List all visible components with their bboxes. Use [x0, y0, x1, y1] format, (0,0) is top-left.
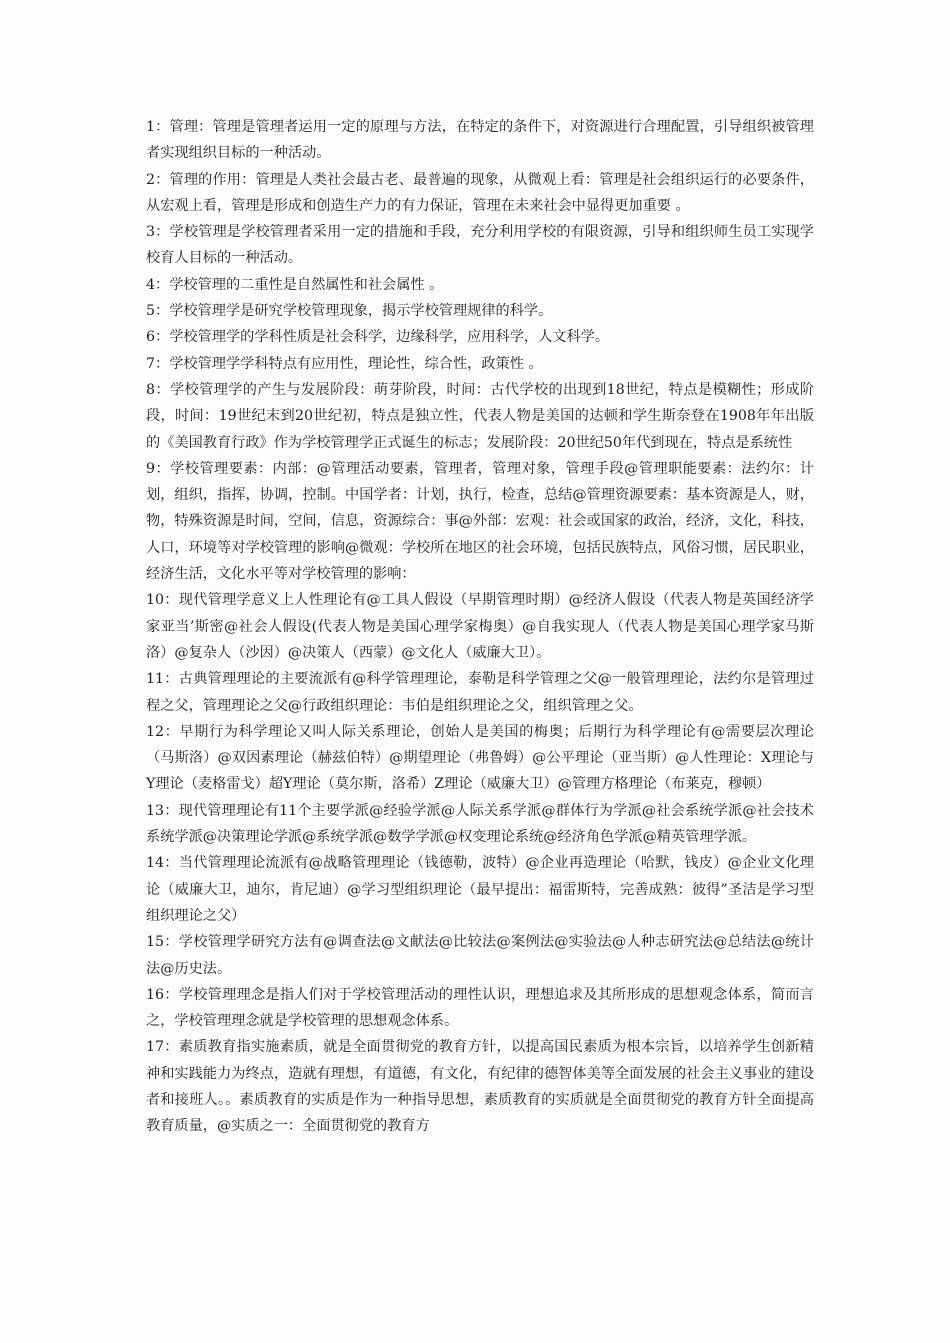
paragraph-3: 3：学校管理是学校管理者采用一定的措施和手段，充分利用学校的有限资源，引导和组织师生员工实现学校育人目标的一种活动。	[146, 224, 814, 267]
paragraph-11: 11：古典管理理论的主要流派有@科学管理理论，泰勒是科学管理之父@一般管理理论，法约尔是管理过程之父，管理理论之父@行政组织理论：韦伯是组织理论之父，组织管理之父。	[146, 671, 814, 714]
paragraph-13: 13：现代管理理论有11个主要学派@经验学派@人际关系学派@群体行为学派@社会系统学派@社会技术系统学派@决策理论学派@系统学派@数学学派@权变理论系统@经济角色学派@精英管理学派。	[146, 802, 814, 846]
paragraph-15: 15：学校管理学研究方法有@调查法@文献法@比较法@案例法@实验法@人种志研究法@总结法@统计法@历史法。	[146, 934, 814, 977]
paragraph-10: 10：现代管理学意义上人性理论有@工具人假设（早期管理时期）@经济人假设（代表人物是英国经济学家亚当’斯密@社会人假设(代表人物是美国心理学家梅奥）@自我实现人（代表人物是美国心理学家马斯洛）@复杂人（沙因）@决策人（西蒙）@文化人（威廉大卫）。	[146, 592, 814, 661]
document-body	[146, 114, 814, 1140]
paragraph-12: 12：早期行为科学理论又叫人际关系理论，创始人是美国的梅奥；后期行为科学理论有@需要层次理论（马斯洛）@双因素理论（赫兹伯特）@期望理论（弗鲁姆）@公平理论（亚当斯）@人性理论：X理论与Y理论（麦格雷戈）超Y理论（莫尔斯，洛希）Z理论（威廉大卫）@管理方格理论（布莱克，穆顿）	[146, 723, 814, 793]
paragraph-7: 7：学校管理学学科特点有应用性，理论性，综合性，政策性 。	[146, 355, 543, 372]
paragraph-16: 16：学校管理理念是指人们对于学校管理活动的理性认识，理想追求及其所形成的思想观念体系，简而言之，学校管理理念就是学校管理的思想观念体系。	[146, 986, 814, 1030]
paragraph-17: 17：素质教育指实施素质，就是全面贯彻党的教育方针，以提高国民素质为根本宗旨，以培养学生创新精神和实践能力为终点，造就有理想，有道德，有文化，有纪律的德智体美等全面发展的社会主义事业的建设者和接班人。。素质教育的实质是作为一种指导思想，素质教育的实质就是全面贯彻党的教育方针全面提高教育质量，@实质之一：全面贯彻党的教育方	[146, 1039, 814, 1135]
paragraph-8: 8：学校管理学的产生与发展阶段：萌芽阶段，时间：古代学校的出现到18世纪，特点是模糊性；形成阶段，时间：19世纪末到20世纪初，特点是独立性，代表人物是美国的达顿和学生斯奈登在1908年年出版的《美国教育行政》作为学校管理学正式诞生的标志；发展阶段：20世纪50年代到现在，特点是系统性	[146, 381, 814, 451]
paragraph-5: 5：学校管理学是研究学校管理现象，揭示学校管理规律的科学。	[146, 303, 553, 320]
paragraph-14: 14：当代管理理论流派有@战略管理理论（钱德勒，波特）@企业再造理论（哈默，钱皮）@企业文化理论（威廉大卫，迪尔，肯尼迪）@学习型组织理论（最早提出：福雷斯特，完善成熟：彼得”圣洁是学习型组织理论之父）	[146, 855, 814, 924]
paragraph-2: 2：管理的作用：管理是人类社会最古老、最普遍的现象，从微观上看：管理是社会组织运行的必要条件，从宏观上看，管理是形成和创造生产力的有力保证，管理在未来社会中显得更加重要 。	[146, 171, 814, 214]
paragraph-6: 6：学校管理学的学科性质是社会科学，边缘科学，应用科学，人文科学。	[146, 329, 610, 346]
paragraph-9: 9：学校管理要素：内部：@管理活动要素，管理者，管理对象，管理手段@管理职能要素：法约尔：计划，组织，指挥，协调，控制。中国学者：计划，执行，检查，总结@管理资源要素：基本资源是人，财，物，特殊资源是时间，空间，信息，资源综合：事@外部：宏观：社会或国家的政治，经济，文化，科技，人口，环境等对学校管理的影响@微观：学校所在地区的社会环境，包括民族特点，风俗习惯，居民职业，经济生活，文化水平等对学校管理的影响：	[146, 460, 814, 583]
paragraph-4: 4：学校管理的二重性是自然属性和社会属性 。	[146, 276, 444, 293]
paragraph-1: 1：管理：管理是管理者运用一定的原理与方法，在特定的条件下，对资源进行合理配置，引导组织被管理者实现组织目标的一种活动。	[146, 119, 814, 162]
